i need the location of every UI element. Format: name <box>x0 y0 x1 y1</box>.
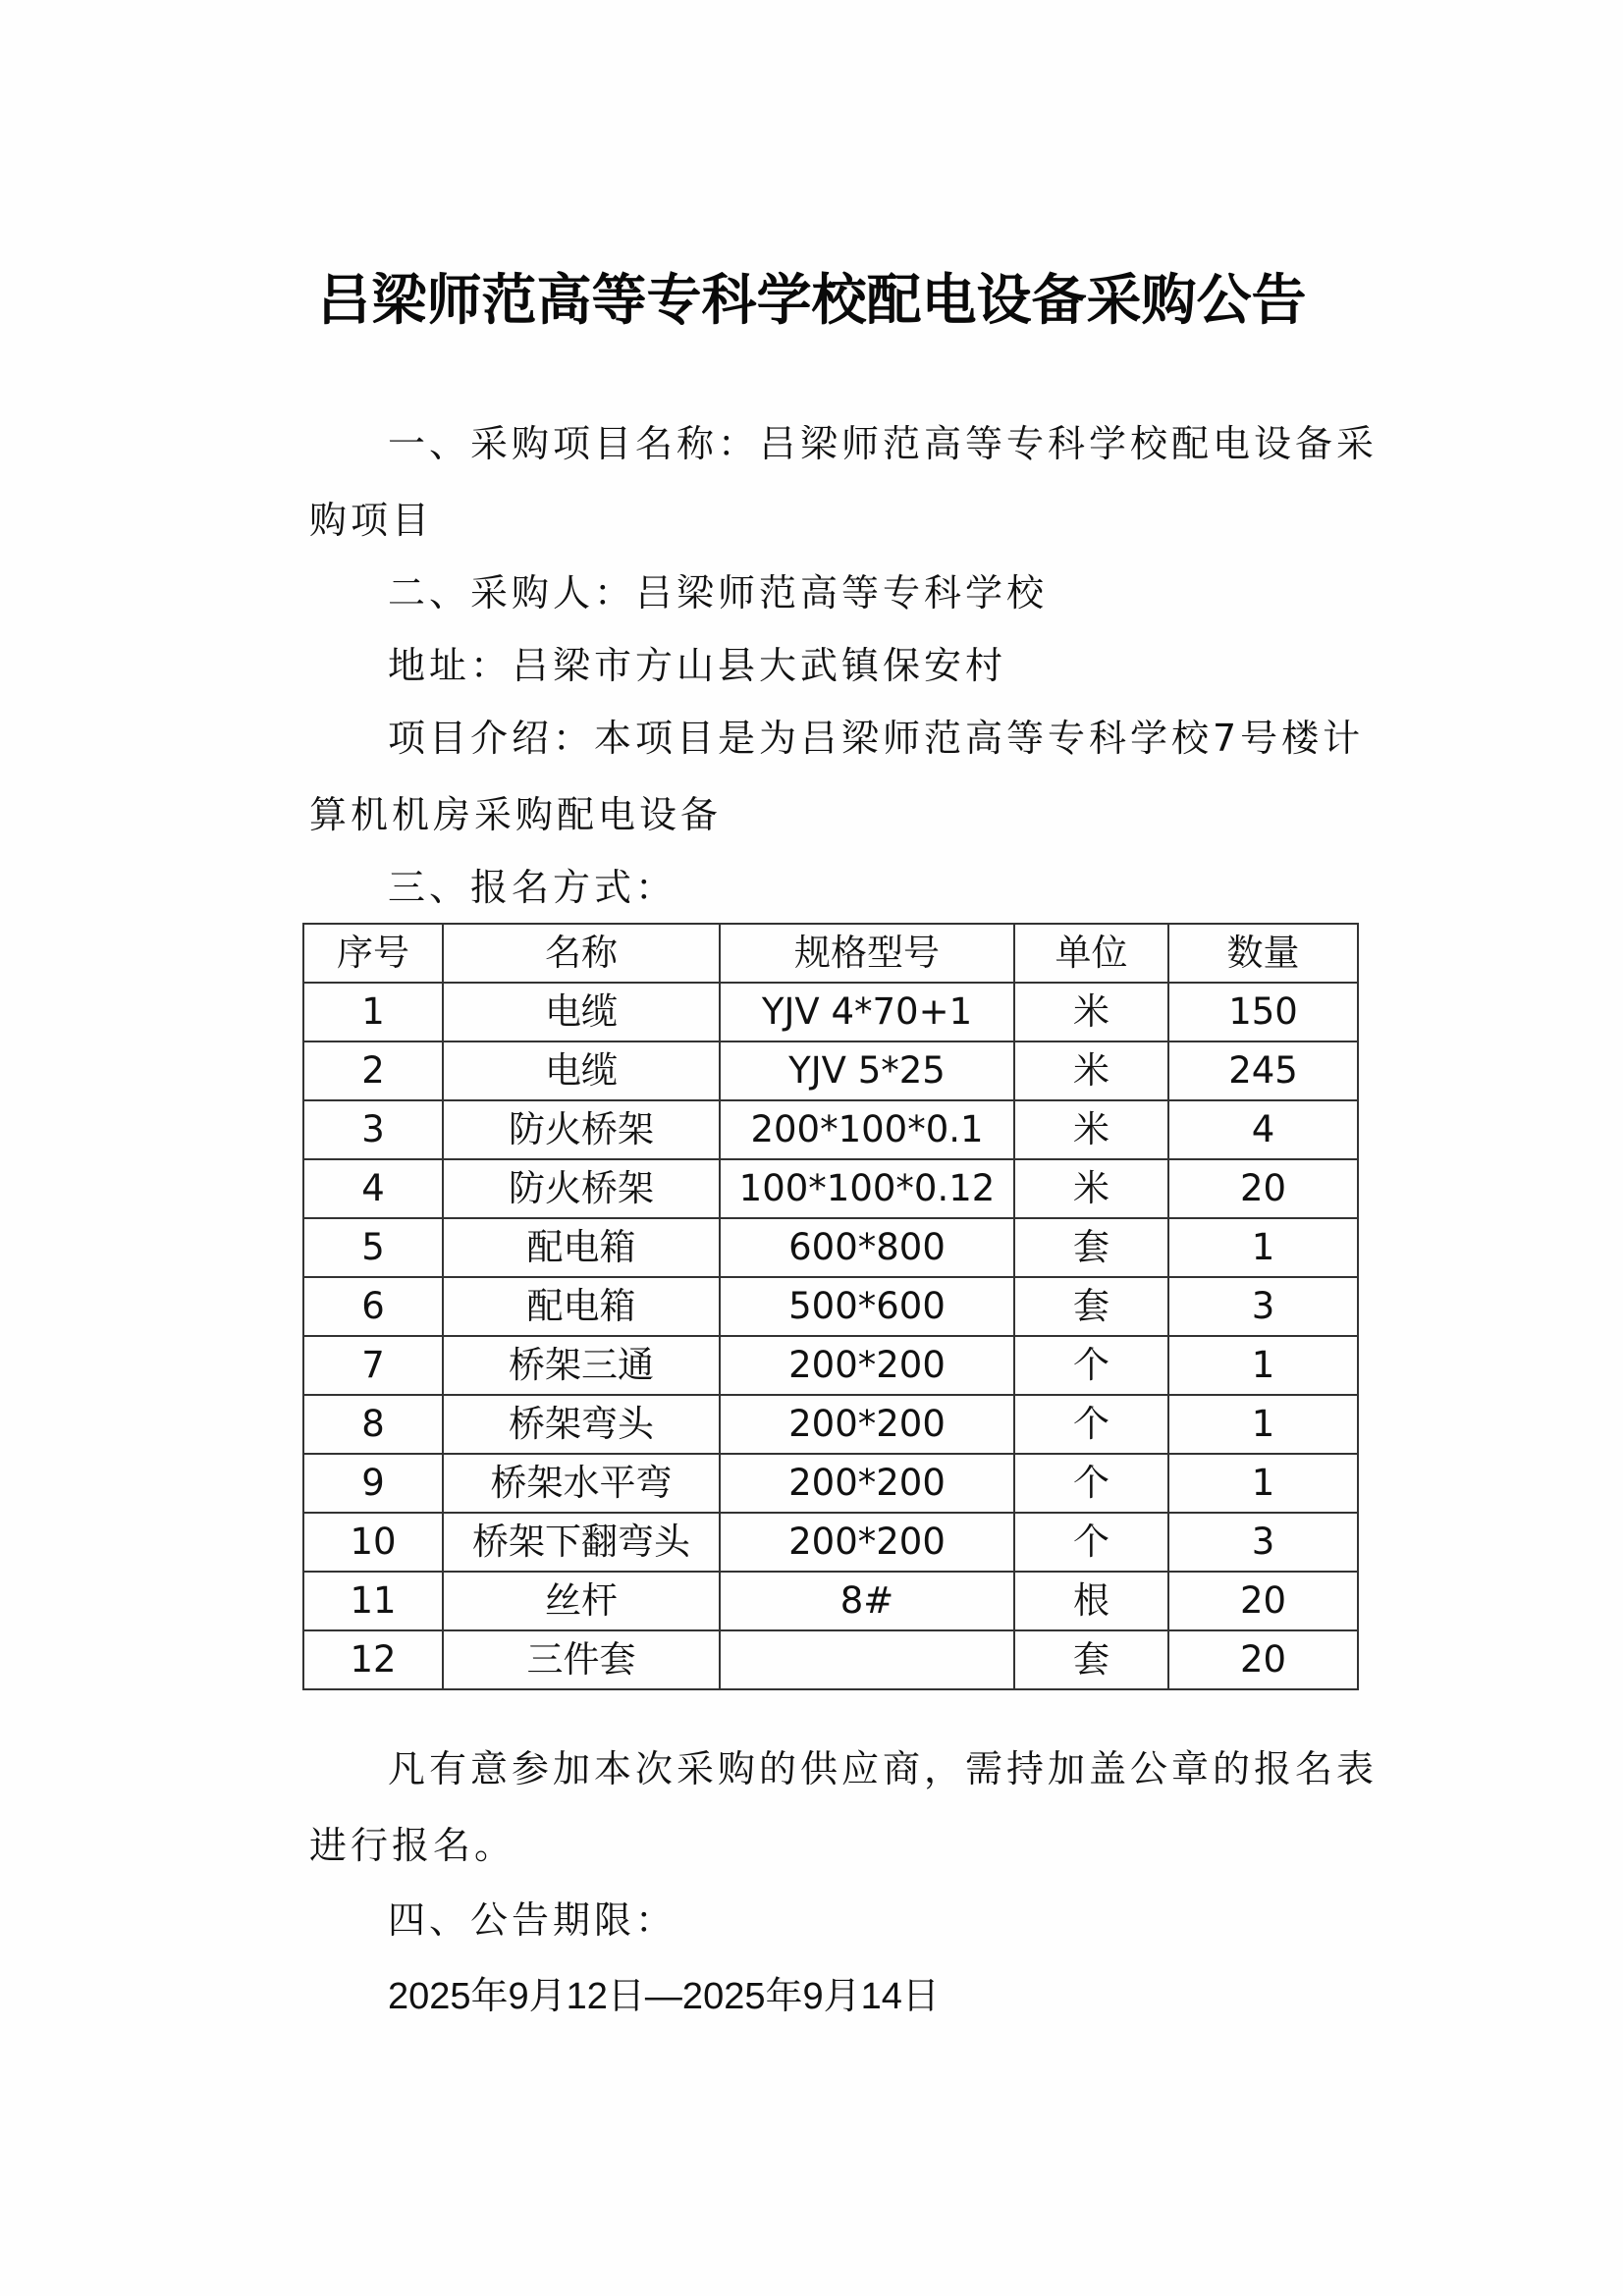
cell-name: 配电箱 <box>443 1277 720 1336</box>
table-row <box>303 1336 1358 1395</box>
cell-quantity: 20 <box>1168 1159 1358 1218</box>
cell-spec: YJV 5*25 <box>720 1041 1014 1100</box>
cell-index: 2 <box>303 1041 443 1100</box>
cell-index: 3 <box>303 1100 443 1159</box>
table-row <box>303 983 1358 1041</box>
cell-name: 电缆 <box>443 983 720 1041</box>
cell-spec: 200*200 <box>720 1454 1014 1513</box>
cell-quantity: 245 <box>1168 1041 1358 1100</box>
cell-quantity: 20 <box>1168 1572 1358 1630</box>
cell-name: 配电箱 <box>443 1218 720 1277</box>
table-header-row <box>303 924 1358 983</box>
notice-period-dates: 2025年9月12日—2025年9月14日 <box>388 1976 940 2017</box>
cell-quantity: 1 <box>1168 1218 1358 1277</box>
table-row <box>303 1630 1358 1689</box>
cell-spec: YJV 4*70+1 <box>720 983 1014 1041</box>
cell-quantity: 1 <box>1168 1336 1358 1395</box>
cell-index: 8 <box>303 1395 443 1454</box>
cell-index: 7 <box>303 1336 443 1395</box>
cell-index: 11 <box>303 1572 443 1630</box>
cell-unit: 米 <box>1014 1100 1168 1159</box>
cell-name: 防火桥架 <box>443 1159 720 1218</box>
cell-index: 4 <box>303 1159 443 1218</box>
cell-quantity: 1 <box>1168 1395 1358 1454</box>
purchaser-line: 二、采购人：吕梁师范高等专科学校 <box>388 571 1049 614</box>
cell-unit: 米 <box>1014 1159 1168 1218</box>
cell-quantity: 4 <box>1168 1100 1358 1159</box>
cell-index: 12 <box>303 1630 443 1689</box>
table-row <box>303 1159 1358 1218</box>
cell-name: 桥架下翻弯头 <box>443 1513 720 1572</box>
table-row <box>303 1572 1358 1630</box>
cell-quantity: 3 <box>1168 1277 1358 1336</box>
cell-spec <box>720 1630 1014 1689</box>
notice-period-heading: 四、公告期限： <box>388 1898 677 1942</box>
cell-unit: 米 <box>1014 983 1168 1041</box>
cell-index: 5 <box>303 1218 443 1277</box>
cell-index: 9 <box>303 1454 443 1513</box>
table-row <box>303 1513 1358 1572</box>
cell-index: 6 <box>303 1277 443 1336</box>
cell-quantity: 1 <box>1168 1454 1358 1513</box>
project-name-line2: 购项目 <box>309 499 434 542</box>
registration-note-line2: 进行报名。 <box>309 1824 516 1867</box>
cell-quantity: 20 <box>1168 1630 1358 1689</box>
table-row <box>303 1277 1358 1336</box>
cell-quantity: 150 <box>1168 983 1358 1041</box>
cell-name: 桥架弯头 <box>443 1395 720 1454</box>
cell-name: 三件套 <box>443 1630 720 1689</box>
cell-unit: 个 <box>1014 1395 1168 1454</box>
cell-spec: 200*100*0.1 <box>720 1100 1014 1159</box>
cell-unit: 个 <box>1014 1336 1168 1395</box>
cell-unit: 个 <box>1014 1454 1168 1513</box>
cell-unit: 套 <box>1014 1277 1168 1336</box>
table-row <box>303 1218 1358 1277</box>
cell-unit: 套 <box>1014 1218 1168 1277</box>
cell-quantity: 3 <box>1168 1513 1358 1572</box>
project-intro-line1: 项目介绍：本项目是为吕梁师范高等专科学校7号楼计 <box>388 717 1365 760</box>
address-line: 地址：吕梁市方山县大武镇保安村 <box>388 644 1007 687</box>
registration-heading: 三、报名方式： <box>388 866 677 909</box>
document-title: 吕梁师范高等专科学校配电设备采购公告 <box>316 268 1307 333</box>
cell-name: 电缆 <box>443 1041 720 1100</box>
cell-unit: 米 <box>1014 1041 1168 1100</box>
cell-spec: 200*200 <box>720 1513 1014 1572</box>
table-row <box>303 1100 1358 1159</box>
cell-spec: 500*600 <box>720 1277 1014 1336</box>
cell-unit: 根 <box>1014 1572 1168 1630</box>
cell-name: 桥架三通 <box>443 1336 720 1395</box>
table-row <box>303 1395 1358 1454</box>
cell-name: 丝杆 <box>443 1572 720 1630</box>
header-spec: 规格型号 <box>720 924 1014 983</box>
cell-spec: 200*200 <box>720 1336 1014 1395</box>
table-row <box>303 1454 1358 1513</box>
table-row <box>303 1041 1358 1100</box>
header-quantity: 数量 <box>1168 924 1358 983</box>
equipment-table <box>302 923 1359 1690</box>
header-name: 名称 <box>443 924 720 983</box>
cell-name: 桥架水平弯 <box>443 1454 720 1513</box>
registration-note-line1: 凡有意参加本次采购的供应商，需持加盖公章的报名表 <box>388 1747 1379 1790</box>
project-intro-line2: 算机机房采购配电设备 <box>309 793 723 836</box>
cell-index: 1 <box>303 983 443 1041</box>
cell-spec: 600*800 <box>720 1218 1014 1277</box>
header-unit: 单位 <box>1014 924 1168 983</box>
project-name-line1: 一、采购项目名称：吕梁师范高等专科学校配电设备采 <box>388 422 1379 465</box>
cell-index: 10 <box>303 1513 443 1572</box>
cell-unit: 个 <box>1014 1513 1168 1572</box>
cell-spec: 100*100*0.12 <box>720 1159 1014 1218</box>
header-index: 序号 <box>303 924 443 983</box>
cell-unit: 套 <box>1014 1630 1168 1689</box>
cell-name: 防火桥架 <box>443 1100 720 1159</box>
cell-spec: 8# <box>720 1572 1014 1630</box>
cell-spec: 200*200 <box>720 1395 1014 1454</box>
